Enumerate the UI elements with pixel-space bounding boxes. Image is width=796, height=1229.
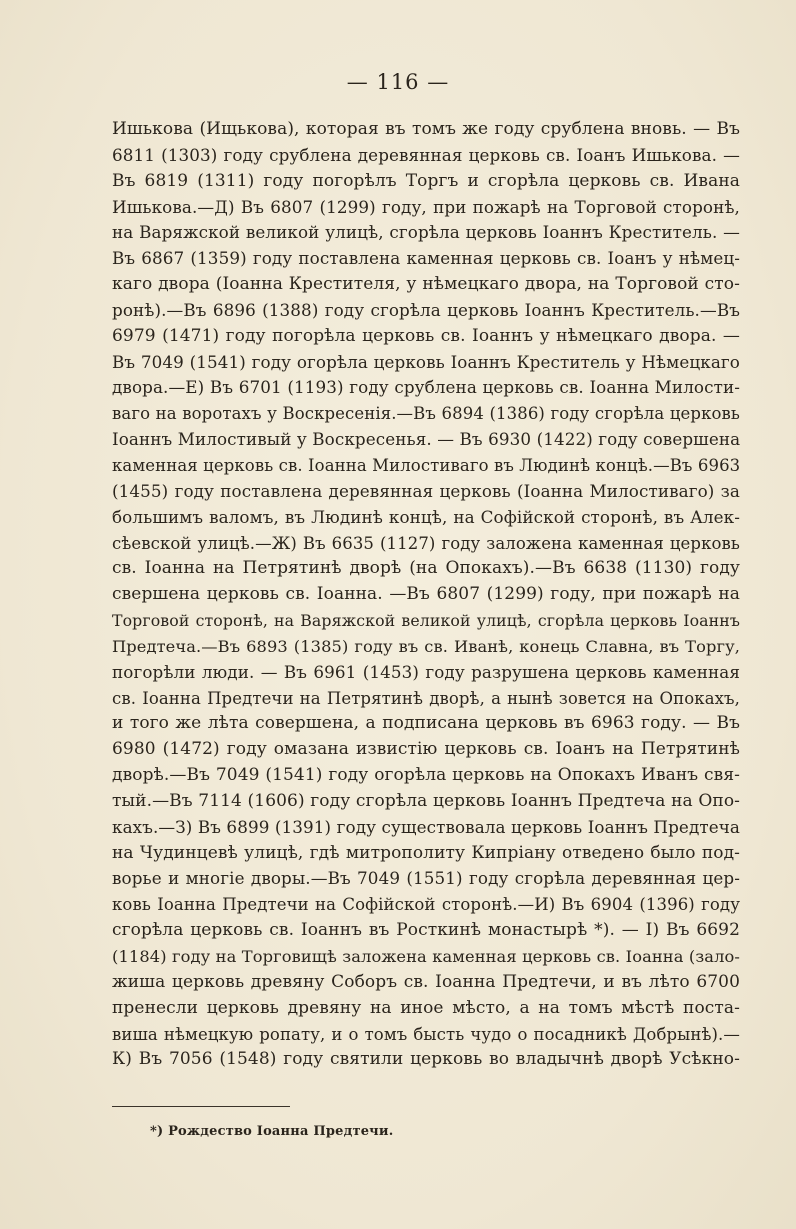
text-line: на Чудинцевѣ улицѣ, гдѣ митрополиту Кипріану отведено было под-: [112, 842, 740, 863]
text-line: ваго на воротахъ у Воскресенія.—Въ 6894 (1386) году сгорѣла церковь: [112, 404, 740, 424]
text-line: 6979 (1471) году погорѣла церковь св. Іоаннъ у нѣмецкаго двора. —: [112, 325, 740, 346]
text-line: 6811 (1303) году срублена деревянная церковь св. Іоанъ Ишькова. —: [112, 144, 740, 165]
text-line: К) Въ 7056 (1548) году святили церковь во владычнѣ дворѣ Усѣкно-: [112, 1049, 740, 1070]
text-line: двора.—Е) Въ 6701 (1193) году срублена церковь св. Іоанна Милости-: [112, 377, 740, 398]
text-line: ворье и многіе дворы.—Въ 7049 (1551) году сгорѣла деревянная цер-: [112, 868, 740, 889]
text-line: погорѣли люди. — Въ 6961 (1453) году разрушена церковь каменная: [112, 661, 740, 682]
text-line: Въ 6867 (1359) году поставлена каменная церковь св. Іоанъ у нѣмец-: [112, 248, 740, 269]
text-line: и того же лѣта совершена, а подписана церковь въ 6963 году. — Въ: [112, 713, 740, 734]
text-line: ковь Іоанна Предтечи на Софійской сторонѣ.—И) Въ 6904 (1396) году: [112, 895, 740, 915]
text-line: св. Іоанна Предтечи на Петрятинѣ дворѣ, а нынѣ зовется на Опокахъ,: [112, 688, 740, 708]
text-line: (1455) году поставлена деревянная церковь (Іоанна Милостиваго) за: [112, 480, 740, 501]
text-line: сѣевской улицѣ.—Ж) Въ 6635 (1127) году заложена каменная церковь: [112, 533, 740, 553]
text-line: большимъ валомъ, въ Людинѣ концѣ, на Софійской сторонѣ, въ Алек-: [112, 506, 740, 527]
text-line: Торговой сторонѣ, на Варяжской великой улицѣ, сгорѣла церковь Іоаннъ: [112, 611, 740, 631]
text-line: Въ 7049 (1541) году огорѣла церковь Іоаннъ Креститель у Нѣмецкаго: [112, 351, 740, 372]
page-number: — 116 —: [346, 70, 450, 94]
text-line: Іоаннъ Милостивый у Воскресенья. — Въ 6930 (1422) году совершена: [112, 429, 741, 450]
text-line: виша нѣмецкую ропату, и о томъ бысть чудо о посадникѣ Добрынѣ).—: [112, 1024, 740, 1044]
text-line: тый.—Въ 7114 (1606) году сгорѣла церковь Іоаннъ Предтеча на Опо-: [112, 790, 740, 811]
text-line: св. Іоанна на Петрятинѣ дворѣ (на Опокахъ).—Въ 6638 (1130) году: [112, 558, 740, 579]
text-line: Предтеча.—Въ 6893 (1385) году въ св. Иванѣ, конець Славна, въ Торгу,: [112, 636, 740, 656]
text-line: на Варяжской великой улицѣ, сгорѣла церковь Іоаннъ Креститель. —: [112, 222, 740, 243]
text-line: свершена церковь св. Іоанна. —Въ 6807 (1299) году, при пожарѣ на: [112, 584, 740, 605]
text-line: пренесли церковь древяну на иное мѣсто, а на томъ мѣстѣ поста-: [112, 997, 740, 1018]
text-line: кахъ.—З) Въ 6899 (1391) году существовала церковь Іоаннъ Предтеча: [112, 816, 740, 837]
text-line: Въ 6819 (1311) году погорѣлъ Торгъ и сгорѣла церковь св. Ивана: [112, 170, 740, 191]
text-line: (1184) году на Торговищѣ заложена каменная церковь св. Іоанна (зало-: [112, 947, 740, 966]
text-line: Ишькова.—Д) Въ 6807 (1299) году, при пожарѣ на Торговой сторонѣ,: [112, 196, 740, 217]
text-line: каменная церковь св. Іоанна Милостиваго въ Людинѣ концѣ.—Въ 6963: [112, 455, 741, 475]
footnote-divider: [112, 1106, 290, 1107]
text-line: каго двора (Іоанна Крестителя, у нѣмецкаго двора, на Торговой сто-: [112, 274, 740, 295]
body-text: [112, 117, 740, 1073]
text-line: дворѣ.—Въ 7049 (1541) году огорѣла церковь на Опокахъ Иванъ свя-: [112, 765, 740, 786]
text-line: 6980 (1472) году омазана извистію церковь св. Іоанъ на Петрятинѣ: [112, 739, 740, 760]
text-line: Ишькова (Ищькова), которая въ томъ же году срублена вновь. — Въ: [112, 119, 740, 139]
text-line: жиша церковь древяну Соборъ св. Іоанна Предтечи, и въ лѣто 6700: [112, 971, 740, 992]
text-line: ронѣ).—Въ 6896 (1388) году сгорѣла церковь Іоаннъ Креститель.—Въ: [112, 299, 740, 320]
text-line: сгорѣла церковь св. Іоаннъ въ Росткинѣ монастырѣ *). — І) Въ 6692: [112, 920, 740, 941]
footnote: *) Рождество Іоанна Предтечи.: [150, 1124, 394, 1139]
